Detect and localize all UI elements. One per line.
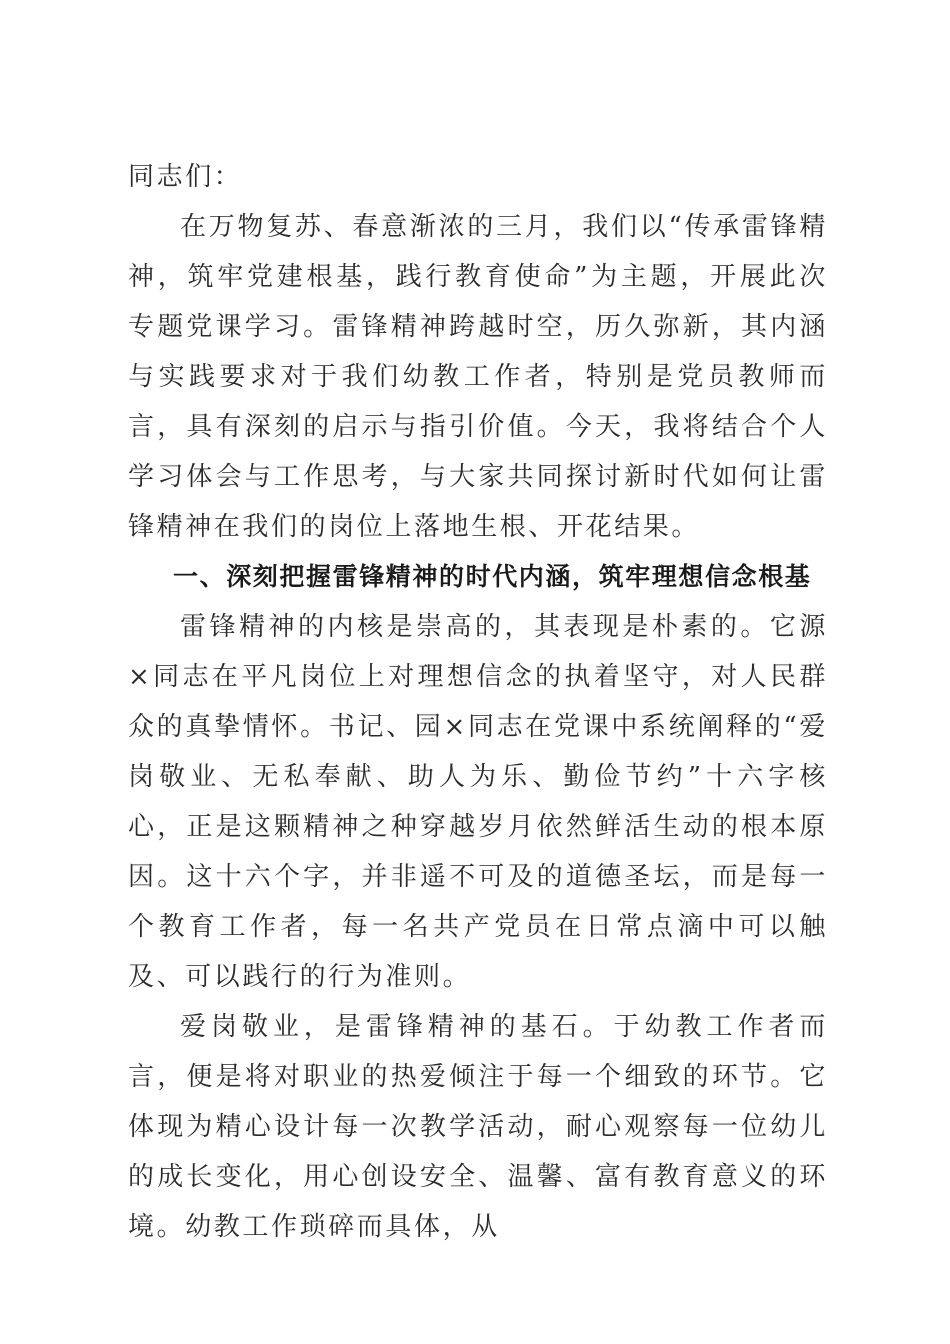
document-body: [128, 152, 828, 1252]
body-paragraph: 雷锋精神的内核是崇高的，其表现是朴素的。它源×同志在平凡岗位上对理想信念的执着坚守，对人民群众的真挚情怀。书记、园×同志在党课中系统阐释的“爱岗敬业、无私奉献、助人为乐、勤俭节约”十六字核心，正是这颗精神之种穿越岁月依然鲜活生动的根本原因。这十六个字，并非遥不可及的道德圣坛，而是每一个教育工作者，每一名共产党员在日常点滴中可以触及、可以践行的行为准则。: [128, 612, 828, 992]
salutation: 同志们：: [128, 162, 243, 192]
body-paragraph: 爱岗敬业，是雷锋精神的基石。于幼教工作者而言，便是将对职业的热爱倾注于每一个细致的环节。它体现为精心设计每一次教学活动，耐心观察每一位幼儿的成长变化，用心创设安全、温馨、富有教育意义的环境。幼教工作琐碎而具体，从: [128, 1012, 828, 1242]
intro-paragraph: 在万物复苏、春意渐浓的三月，我们以“传承雷锋精神，筑牢党建根基，践行教育使命”为主题，开展此次专题党课学习。雷锋精神跨越时空，历久弥新，其内涵与实践要求对于我们幼教工作者，特别是党员教师而言，具有深刻的启示与指引价值。今天，我将结合个人学习体会与工作思考，与大家共同探讨新时代如何让雷锋精神在我们的岗位上落地生根、开花结果。: [128, 212, 828, 542]
section-heading: 一、深刻把握雷锋精神的时代内涵，筑牢理想信念根基: [173, 562, 812, 591]
